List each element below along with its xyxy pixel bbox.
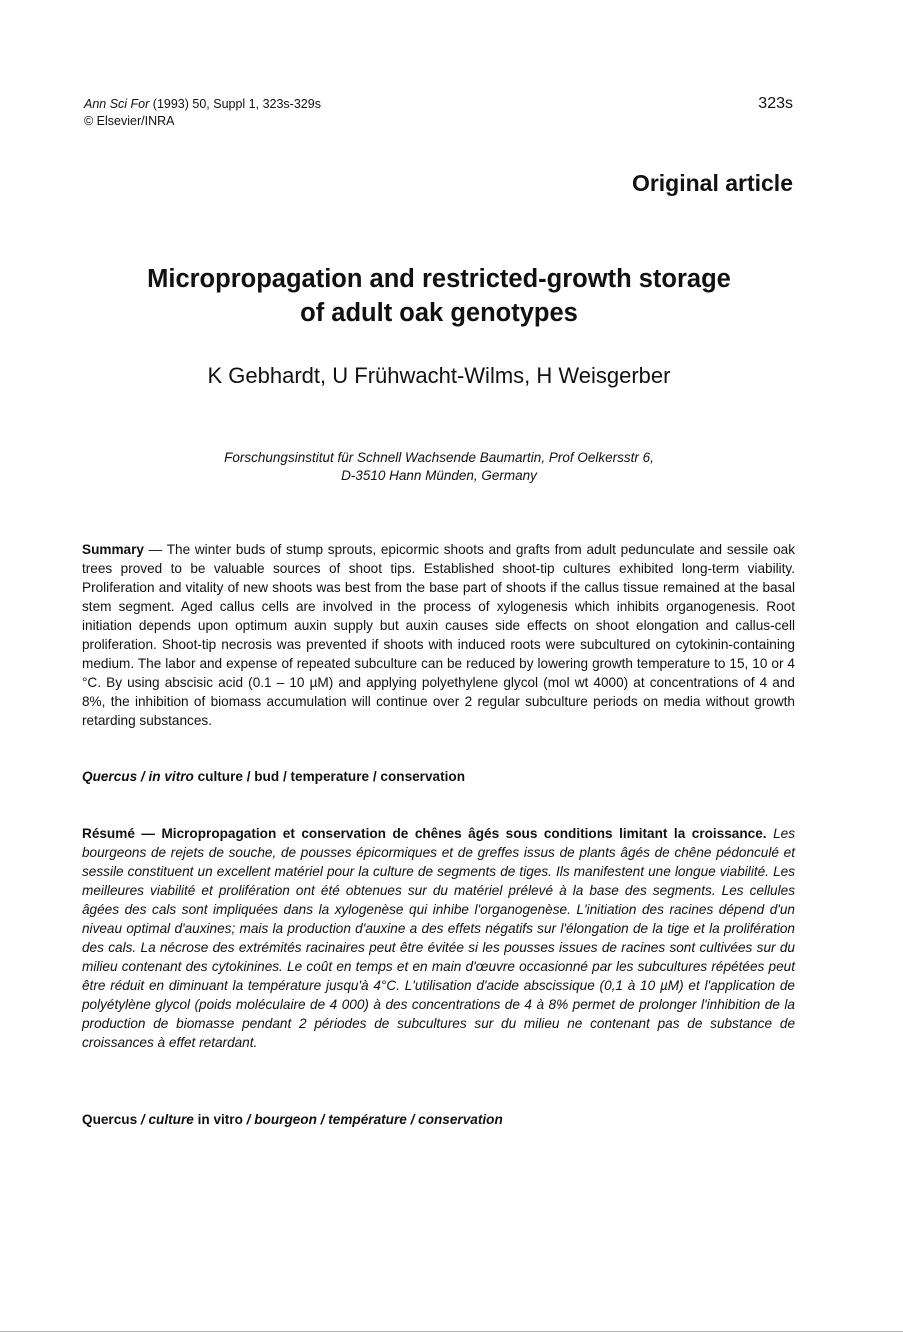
journal-details: (1993) 50, Suppl 1, 323s-329s <box>149 97 321 111</box>
affiliation-line-1: Forschungsinstitut für Schnell Wachsende Baumartin, Prof Oelkersstr 6, <box>224 450 654 465</box>
article-title <box>84 262 794 330</box>
keyword-separator: / <box>137 769 149 784</box>
copyright: © Elsevier/INRA <box>84 114 175 128</box>
keyword-in-vitro: in vitro <box>148 769 194 784</box>
summary-heading: Summary <box>82 542 144 557</box>
journal-name: Ann Sci For <box>84 97 150 111</box>
citation-line <box>84 96 321 113</box>
affiliation-line-2: D-3510 Hann Münden, Germany <box>341 468 537 483</box>
affiliation <box>84 449 794 485</box>
title-line-1: Micropropagation and restricted-growth storage <box>147 265 731 293</box>
mot-cle-culture: / culture <box>137 1112 194 1127</box>
mot-cle-quercus: Quercus <box>82 1112 138 1127</box>
footer-rule <box>0 1331 903 1332</box>
article-type: Original article <box>631 170 793 196</box>
summary-body: The winter buds of stump sprouts, epicormic shoots and grafts from adult pedunculate and sessile oak trees proved to be valuable sources of shoot tips. Established shoot-tip cultures exhibited long-term viability. Proliferation and vitality of new shoots was best from the base part of shoots if the callus tissue remained at the basal stem segment. Aged callus cells are involved in the process of xylogenesis which inhibits organogenesis. Root initiation depends upon optimum auxin supply but auxin causes side effects on shoot elongation and callus-cell proliferation. Shoot-tip necrosis was prevented if shoots with induced roots were subcultured on cytokinin-containing medium. The labor and expense of repeated subculture can be reduced by lowering growth temperature to 15, 10 or 4 °C. By using abscisic acid (0.1 – 10 µM) and applying polyethylene glycol (mol wt 4000) at concentrations of 4 and 8%, the inhibition of biomass accumulation will continue over 2 regular subculture periods on media without growth retarding substances. <box>82 542 795 728</box>
mot-cle-rest: / bourgeon / température / conservation <box>242 1112 503 1127</box>
journal-citation <box>84 96 321 130</box>
summary-separator: — <box>143 542 167 557</box>
resume-body: Les bourgeons de rejets de souche, de pousses épicormiques et de greffes issus de plants âgés de chêne pédonculé et sessile constituent un excellent matériel pour la culture de segments de tiges. Ils manifestent une longue viabilité. Les meilleures viabilité et prolifération ont été obtenues sur du matériel prélevé à la base des segments. Les cellules âgées des cals sont impliquées dans la xylogenèse qui inhibe l'organogenèse. L'initiation des racines dépend d'un niveau optimal d'auxines; mais la production d'auxine a des effets négatifs sur l'élongation de la tige et la prolifération des cals. La nécrose des extrémités racinaires peut être évitée si les pousses issues de racines sont cultivées sur du milieu contenant des cytokinines. Le coût en temps et en main d'œuvre occasionné par les subcultures répétées peut être réduit en diminuant la température jusqu'à 4°C. L'utilisation d'acide abscissique (0,1 à 10 µM) et l'application de polyétylène glycol (poids moléculaire de 4 000) à des concentrations de 4 à 8% permet de prolonger l'inhibition de la production de biomasse pendant 2 périodes de subcultures sur du milieu ne contenant pas de substance de croissances à effet retardant. <box>82 826 795 1050</box>
authors: K Gebhardt, U Frühwacht-Wilms, H Weisgerber <box>207 363 671 388</box>
keywords-english <box>82 769 795 784</box>
resume-paragraph <box>82 824 795 1052</box>
page-number: 323s <box>758 95 793 112</box>
mot-cle-in-vitro: in vitro <box>193 1112 243 1127</box>
keyword-quercus: Quercus <box>82 769 138 784</box>
title-line-2: of adult oak genotypes <box>300 299 578 327</box>
keyword-rest: culture / bud / temperature / conservation <box>193 769 466 784</box>
keywords-french <box>82 1112 795 1127</box>
summary-paragraph <box>82 540 795 730</box>
resume-heading: Résumé — Micropropagation et conservation de chênes âgés sous conditions limitant la croissance. <box>82 826 767 841</box>
